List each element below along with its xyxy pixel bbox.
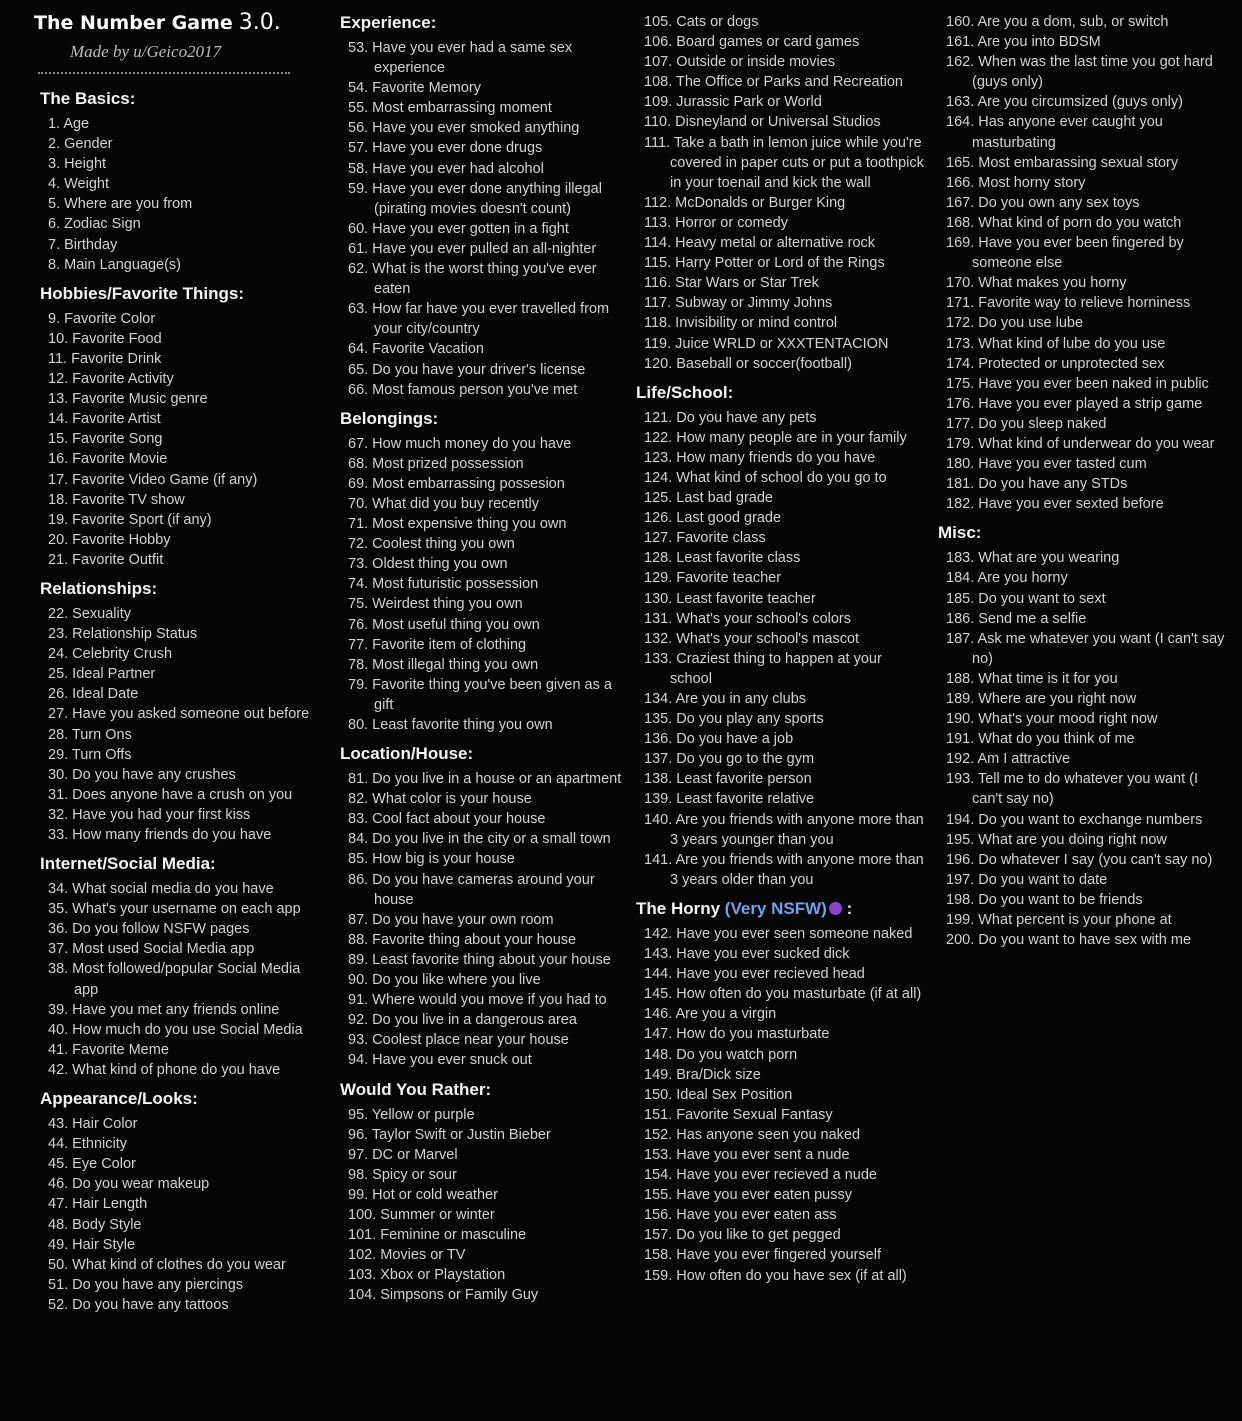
question-item: 175. Have you ever been naked in public xyxy=(946,375,1209,392)
question-item: 142. Have you ever seen someone naked xyxy=(644,925,913,942)
question-item: 51. Do you have any piercings xyxy=(48,1276,244,1293)
question-item: 156. Have you ever eaten ass xyxy=(644,1207,837,1224)
question-item: 83. Cool fact about your house xyxy=(348,811,546,828)
question-list xyxy=(34,879,314,1080)
question-item: 172. Do you use lube xyxy=(946,315,1084,332)
question-item: 133. Craziest thing to happen at your school xyxy=(644,650,882,687)
page-title xyxy=(34,10,314,35)
question-item: 78. Most illegal thing you own xyxy=(348,656,539,673)
column-sections xyxy=(932,12,1232,958)
question-item: 125. Last bad grade xyxy=(644,490,773,507)
question-item: 111. Take a bath in lemon juice while you're covered in paper cuts or put a toothpick in your toenail and kick the wall xyxy=(644,134,924,191)
question-item: 131. What's your school's colors xyxy=(644,610,852,627)
question-item: 95. Yellow or purple xyxy=(348,1106,475,1123)
question-item: 141. Are you friends with anyone more than 3 years older than you xyxy=(644,851,924,888)
question-item: 134. Are you in any clubs xyxy=(644,691,807,707)
question-item: 135. Do you play any sports xyxy=(644,711,824,728)
question-item: 9. Favorite Color xyxy=(48,310,156,327)
question-item: 24. Celebrity Crush xyxy=(48,646,173,663)
question-item: 155. Have you ever eaten pussy xyxy=(644,1187,852,1204)
question-item: 97. DC or Marvel xyxy=(348,1146,458,1163)
question-item: 198. Do you want to be friends xyxy=(946,891,1143,908)
question-item: 55. Most embarrassing moment xyxy=(348,100,552,117)
question-item: 182. Have you ever sexted before xyxy=(946,496,1164,513)
question-item: 20. Favorite Hobby xyxy=(48,531,171,548)
question-item: 15. Favorite Song xyxy=(48,431,163,448)
question-item: 192. Am I attractive xyxy=(946,751,1071,768)
question-item: 179. What kind of underwear do you wear xyxy=(946,435,1215,452)
question-item: 161. Are you into BDSM xyxy=(946,34,1101,51)
question-item: 37. Most used Social Media app xyxy=(48,941,255,958)
question-item: 89. Least favorite thing about your house xyxy=(348,951,611,968)
question-item: 137. Do you go to the gym xyxy=(644,751,815,768)
question-item: 88. Favorite thing about your house xyxy=(348,931,577,948)
question-item: 117. Subway or Jimmy Johns xyxy=(644,295,833,312)
question-item: 26. Ideal Date xyxy=(48,686,139,703)
question-item: 74. Most futuristic possession xyxy=(348,576,539,593)
question-list xyxy=(932,548,1232,950)
question-item: 196. Do whatever I say (you can't say no) xyxy=(946,851,1213,868)
question-item: 126. Last good grade xyxy=(644,510,782,527)
section-heading xyxy=(938,522,1232,544)
question-item: 166. Most horny story xyxy=(946,174,1086,191)
section-heading xyxy=(340,408,624,430)
question-item: 92. Do you live in a dangerous area xyxy=(348,1012,577,1029)
question-item: 10. Favorite Food xyxy=(48,330,162,347)
question-item: 147. How do you masturbate xyxy=(644,1026,830,1043)
question-item: 127. Favorite class xyxy=(644,530,766,547)
question-item: 30. Do you have any crushes xyxy=(48,766,236,783)
section-heading xyxy=(40,88,314,110)
section-heading xyxy=(340,1079,624,1101)
column-sections xyxy=(630,12,925,1294)
question-item: 120. Baseball or soccer(football) xyxy=(644,355,852,372)
section-heading-text: Appearance/Looks: xyxy=(40,1089,198,1109)
question-item: 43. Hair Color xyxy=(48,1116,138,1133)
question-item: 17. Favorite Video Game (if any) xyxy=(48,471,258,488)
question-item: 38. Most followed/popular Social Media app xyxy=(48,961,301,998)
version-text: 3.0. xyxy=(238,10,281,35)
byline: Made by u/Geico2017 xyxy=(70,42,222,61)
question-list xyxy=(334,1105,624,1306)
question-item: 22. Sexuality xyxy=(48,605,132,622)
question-item: 150. Ideal Sex Position xyxy=(644,1086,793,1103)
question-item: 103. Xbox or Playstation xyxy=(348,1267,506,1284)
question-item: 65. Do you have your driver's license xyxy=(348,361,586,378)
question-item: 33. How many friends do you have xyxy=(48,827,272,843)
question-item: 190. What's your mood right now xyxy=(946,711,1158,728)
question-item: 113. Horror or comedy xyxy=(644,214,788,231)
question-item: 104. Simpsons or Family Guy xyxy=(348,1287,539,1304)
question-item: 40. How much do you use Social Media xyxy=(48,1021,303,1038)
question-item: 154. Have you ever recieved a nude xyxy=(644,1167,877,1184)
question-item: 6. Zodiac Sign xyxy=(48,216,141,233)
question-item: 12. Favorite Activity xyxy=(48,371,174,388)
section-heading-text: Life/School: xyxy=(636,382,734,402)
question-item: 45. Eye Color xyxy=(48,1156,136,1173)
question-item: 19. Favorite Sport (if any) xyxy=(48,511,212,528)
question-item: 114. Heavy metal or alternative rock xyxy=(644,235,876,252)
question-item: 118. Invisibility or mind control xyxy=(644,315,838,332)
question-list xyxy=(34,1114,314,1315)
question-item: 185. Do you want to sext xyxy=(946,590,1106,607)
question-item: 122. How many people are in your family xyxy=(644,429,907,446)
question-item: 34. What social media do you have xyxy=(48,881,274,898)
question-item: 87. Do you have your own room xyxy=(348,911,554,928)
question-item: 35. What's your username on each app xyxy=(48,901,301,918)
question-item: 181. Do you have any STDs xyxy=(946,476,1128,493)
question-item: 140. Are you friends with anyone more than 3 years younger than you xyxy=(644,811,924,848)
question-item: 4. Weight xyxy=(48,176,109,193)
question-item: 184. Are you horny xyxy=(946,570,1068,587)
question-item: 99. Hot or cold weather xyxy=(348,1186,498,1203)
question-item: 93. Coolest place near your house xyxy=(348,1032,569,1049)
question-item: 136. Do you have a job xyxy=(644,731,794,748)
question-item: 158. Have you ever fingered yourself xyxy=(644,1247,881,1264)
question-item: 80. Least favorite thing you own xyxy=(348,717,553,733)
question-item: 101. Feminine or masculine xyxy=(348,1227,527,1244)
question-item: 50. What kind of clothes do you wear xyxy=(48,1256,286,1273)
question-item: 130. Least favorite teacher xyxy=(644,590,816,607)
question-item: 160. Are you a dom, sub, or switch xyxy=(946,14,1169,30)
question-item: 81. Do you live in a house or an apartment xyxy=(348,771,622,788)
column-sections xyxy=(34,88,314,1323)
question-item: 169. Have you ever been fingered by someone else xyxy=(946,235,1184,272)
question-item: 42. What kind of phone do you have xyxy=(48,1061,281,1078)
question-item: 197. Do you want to date xyxy=(946,871,1108,888)
question-item: 53. Have you ever had a same sex experience xyxy=(348,40,573,77)
question-item: 121. Do you have any pets xyxy=(644,409,817,426)
question-item: 177. Do you sleep naked xyxy=(946,415,1107,432)
question-item: 138. Least favorite person xyxy=(644,771,812,788)
question-item: 86. Do you have cameras around your house xyxy=(348,871,595,908)
question-item: 173. What kind of lube do you use xyxy=(946,335,1166,352)
question-item: 106. Board games or card games xyxy=(644,34,860,51)
question-item: 149. Bra/Dick size xyxy=(644,1066,761,1083)
question-item: 82. What color is your house xyxy=(348,791,532,808)
question-item: 36. Do you follow NSFW pages xyxy=(48,921,250,938)
question-item: 191. What do you think of me xyxy=(946,731,1135,748)
question-item: 170. What makes you horny xyxy=(946,275,1127,292)
question-item: 68. Most prized possession xyxy=(348,455,524,472)
section-heading xyxy=(40,853,314,875)
section-heading xyxy=(340,12,624,34)
question-item: 183. What are you wearing xyxy=(946,550,1120,567)
question-item: 109. Jurassic Park or World xyxy=(644,94,822,111)
question-list xyxy=(334,434,624,735)
question-item: 64. Favorite Vacation xyxy=(348,341,484,358)
question-item: 1. Age xyxy=(48,116,90,132)
question-item: 72. Coolest thing you own xyxy=(348,536,515,553)
question-item: 21. Favorite Outfit xyxy=(48,551,164,568)
question-item: 16. Favorite Movie xyxy=(48,451,168,468)
question-item: 44. Ethnicity xyxy=(48,1136,127,1153)
question-item: 171. Favorite way to relieve horniness xyxy=(946,295,1191,312)
question-item: 145. How often do you masturbate (if at all) xyxy=(644,986,922,1003)
question-item: 100. Summer or winter xyxy=(348,1206,495,1223)
question-item: 146. Are you a virgin xyxy=(644,1006,777,1023)
question-item: 60. Have you ever gotten in a fight xyxy=(348,220,569,237)
question-item: 7. Birthday xyxy=(48,236,118,253)
question-item: 57. Have you ever done drugs xyxy=(348,140,543,157)
question-item: 193. Tell me to do whatever you want (I can't say no) xyxy=(946,771,1199,808)
question-item: 119. Juice WRLD or XXXTENTACION xyxy=(644,335,889,352)
question-item: 110. Disneyland or Universal Studios xyxy=(644,114,881,131)
section-heading xyxy=(40,1088,314,1110)
section-heading xyxy=(40,283,314,305)
question-item: 29. Turn Offs xyxy=(48,746,132,763)
question-list xyxy=(630,12,925,374)
heading-suffix: : xyxy=(846,898,853,918)
section-heading-text: Belongings: xyxy=(340,408,439,428)
question-item: 157. Do you like to get pegged xyxy=(644,1227,841,1244)
question-list xyxy=(34,114,314,275)
question-item: 176. Have you ever played a strip game xyxy=(946,395,1203,412)
question-item: 32. Have you had your first kiss xyxy=(48,806,251,823)
question-item: 167. Do you own any sex toys xyxy=(946,194,1140,211)
section-heading-text: Internet/Social Media: xyxy=(40,854,216,874)
question-item: 124. What kind of school do you go to xyxy=(644,469,887,486)
question-list xyxy=(334,38,624,400)
question-item: 41. Favorite Meme xyxy=(48,1041,169,1058)
question-item: 61. Have you ever pulled an all-nighter xyxy=(348,240,597,257)
question-item: 96. Taylor Swift or Justin Bieber xyxy=(348,1126,551,1143)
question-item: 73. Oldest thing you own xyxy=(348,556,508,573)
question-list xyxy=(334,769,624,1070)
question-item: 164. Has anyone ever caught you masturbating xyxy=(946,114,1163,151)
devil-emoji-icon xyxy=(829,902,842,915)
question-item: 31. Does anyone have a crush on you xyxy=(48,786,293,803)
section-heading-text: Experience: xyxy=(340,13,437,32)
question-item: 102. Movies or TV xyxy=(348,1247,466,1264)
question-list xyxy=(630,924,925,1286)
question-item: 123. How many friends do you have xyxy=(644,449,876,466)
question-item: 174. Protected or unprotected sex xyxy=(946,355,1165,372)
question-item: 90. Do you like where you live xyxy=(348,972,541,989)
section-heading xyxy=(40,578,314,600)
question-item: 49. Hair Style xyxy=(48,1236,136,1253)
question-item: 148. Do you watch porn xyxy=(644,1046,798,1063)
question-item: 188. What time is it for you xyxy=(946,670,1118,687)
question-item: 180. Have you ever tasted cum xyxy=(946,456,1147,473)
question-item: 46. Do you wear makeup xyxy=(48,1176,210,1193)
question-list xyxy=(932,12,1232,514)
question-item: 75. Weirdest thing you own xyxy=(348,596,523,613)
question-list xyxy=(34,604,314,845)
question-item: 59. Have you ever done anything illegal (pirating movies doesn't count) xyxy=(348,180,602,217)
title-text: The Number Game xyxy=(34,12,233,34)
question-item: 159. How often do you have sex (if at all) xyxy=(644,1267,907,1284)
question-list xyxy=(630,408,925,890)
question-item: 54. Favorite Memory xyxy=(348,80,481,97)
section-heading-text: Would You Rather: xyxy=(340,1079,492,1099)
question-item: 67. How much money do you have xyxy=(348,435,572,452)
question-item: 23. Relationship Status xyxy=(48,626,198,643)
question-item: 11. Favorite Drink xyxy=(48,350,162,367)
question-item: 139. Least favorite relative xyxy=(644,791,815,808)
section-heading-text: Location/House: xyxy=(340,744,474,764)
question-list xyxy=(34,309,314,570)
question-item: 195. What are you doing right now xyxy=(946,831,1167,848)
question-item: 187. Ask me whatever you want (I can't say no) xyxy=(946,630,1225,667)
question-item: 128. Least favorite class xyxy=(644,550,801,567)
question-item: 62. What is the worst thing you've ever eaten xyxy=(348,261,597,298)
question-item: 115. Harry Potter or Lord of the Rings xyxy=(644,255,885,272)
section-heading xyxy=(636,898,925,920)
question-item: 13. Favorite Music genre xyxy=(48,391,208,408)
question-item: 63. How far have you ever travelled from your city/country xyxy=(348,301,610,338)
question-item: 85. How big is your house xyxy=(348,851,515,868)
question-item: 70. What did you buy recently xyxy=(348,495,540,512)
question-item: 76. Most useful thing you own xyxy=(348,616,540,633)
question-item: 199. What percent is your phone at xyxy=(946,912,1172,929)
question-item: 144. Have you ever recieved head xyxy=(644,966,865,983)
question-item: 56. Have you ever smoked anything xyxy=(348,120,580,137)
question-item: 129. Favorite teacher xyxy=(644,570,782,587)
question-item: 200. Do you want to have sex with me xyxy=(946,932,1192,949)
question-item: 107. Outside or inside movies xyxy=(644,54,836,71)
question-item: 48. Body Style xyxy=(48,1216,142,1233)
question-item: 153. Have you ever sent a nude xyxy=(644,1146,850,1163)
question-item: 151. Favorite Sexual Fantasy xyxy=(644,1106,833,1123)
nsfw-tag: (Very NSFW) xyxy=(724,898,827,918)
question-item: 152. Has anyone seen you naked xyxy=(644,1126,861,1143)
question-item: 18. Favorite TV show xyxy=(48,491,185,508)
question-item: 69. Most embarrassing possesion xyxy=(348,475,565,492)
question-item: 28. Turn Ons xyxy=(48,726,132,743)
question-item: 47. Hair Length xyxy=(48,1196,148,1213)
question-item: 112. McDonalds or Burger King xyxy=(644,194,846,211)
question-item: 84. Do you live in the city or a small town xyxy=(348,831,611,848)
question-item: 5. Where are you from xyxy=(48,196,193,213)
question-item: 105. Cats or dogs xyxy=(644,14,759,30)
question-item: 98. Spicy or sour xyxy=(348,1166,457,1183)
question-item: 116. Star Wars or Star Trek xyxy=(644,275,819,292)
question-item: 77. Favorite item of clothing xyxy=(348,636,527,653)
section-heading-text: Misc: xyxy=(938,523,982,543)
question-item: 132. What's your school's mascot xyxy=(644,630,860,647)
question-item: 39. Have you met any friends online xyxy=(48,1001,280,1018)
question-item: 71. Most expensive thing you own xyxy=(348,516,567,533)
section-heading-text: Hobbies/Favorite Things: xyxy=(40,283,245,303)
section-heading xyxy=(340,743,624,765)
question-item: 186. Send me a selfie xyxy=(946,610,1087,627)
question-item: 194. Do you want to exchange numbers xyxy=(946,811,1203,828)
question-item: 52. Do you have any tattoos xyxy=(48,1296,229,1313)
question-item: 168. What kind of porn do you watch xyxy=(946,214,1182,231)
title-divider xyxy=(38,72,290,74)
question-item: 189. Where are you right now xyxy=(946,691,1137,707)
section-heading-text: The Basics: xyxy=(40,89,136,108)
column-1 xyxy=(34,0,314,1421)
column-sections xyxy=(334,12,624,1313)
question-item: 108. The Office or Parks and Recreation xyxy=(644,74,903,91)
section-heading-text: The Horny xyxy=(636,898,721,918)
question-item: 8. Main Language(s) xyxy=(48,256,181,273)
question-item: 79. Favorite thing you've been given as a gift xyxy=(348,676,612,713)
question-item: 94. Have you ever snuck out xyxy=(348,1052,532,1069)
question-item: 25. Ideal Partner xyxy=(48,666,156,683)
question-item: 165. Most embarassing sexual story xyxy=(946,154,1179,171)
section-heading-text: Relationships: xyxy=(40,578,158,598)
column-4 xyxy=(932,0,1232,1421)
section-heading xyxy=(636,382,925,404)
question-item: 163. Are you circumsized (guys only) xyxy=(946,94,1183,111)
question-item: 91. Where would you move if you had to xyxy=(348,992,607,1009)
question-item: 143. Have you ever sucked dick xyxy=(644,946,850,963)
question-item: 58. Have you ever had alcohol xyxy=(348,160,544,177)
question-item: 14. Favorite Artist xyxy=(48,411,161,428)
question-item: 162. When was the last time you got hard (guys only) xyxy=(946,54,1213,91)
column-3 xyxy=(630,0,925,1421)
question-item: 3. Height xyxy=(48,156,107,173)
question-item: 2. Gender xyxy=(48,136,113,153)
question-item: 66. Most famous person you've met xyxy=(348,381,578,398)
question-item: 27. Have you asked someone out before xyxy=(48,706,310,723)
column-2 xyxy=(334,0,624,1421)
